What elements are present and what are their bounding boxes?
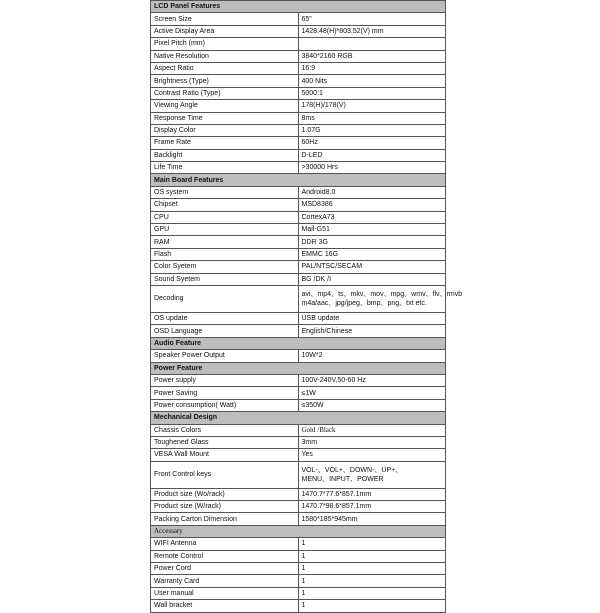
spec-value: 65" [298,13,446,25]
spec-label: Response Time [151,112,299,124]
spec-label: OSD Language [151,325,299,337]
spec-value-line: VOL-、VOL+、DOWN-、UP+、 [301,466,403,474]
spec-value: ≤350W [298,399,446,411]
spec-label: Power supply [151,374,299,386]
spec-value: 60Hz [298,137,446,149]
spec-label: Viewing Angle [151,100,299,112]
spec-label: OS update [151,312,299,324]
spec-label: WIFI Antenna [151,538,299,550]
spec-row [151,124,446,136]
spec-value: English/Chinese [298,325,446,337]
spec-label: Power Saving [151,387,299,399]
spec-value: EMMC 16G [298,248,446,260]
spec-label: Sound Syetem [151,273,299,285]
spec-row [151,600,446,612]
spec-label: Flash [151,248,299,260]
spec-row [151,312,446,324]
spec-label: Product size (W/rack) [151,501,299,513]
spec-row [151,436,446,448]
spec-row [151,149,446,161]
spec-row [151,87,446,99]
spec-label: Display Color [151,124,299,136]
spec-label: RAM [151,236,299,248]
spec-value: 1 [298,538,446,550]
spec-label: Power Cord [151,563,299,575]
section-title: Main Board Features [151,174,446,186]
spec-value: 10W*2 [298,350,446,362]
spec-label: Warranty Card [151,575,299,587]
spec-row [151,350,446,362]
spec-value: 100V-240V,50-60 Hz [298,374,446,386]
spec-value: 1 [298,587,446,599]
spec-row [151,186,446,198]
spec-label: Frame Rate [151,137,299,149]
spec-row [151,563,446,575]
spec-label: Screen Size [151,13,299,25]
section-header [151,1,446,13]
spec-row [151,199,446,211]
spec-label: User manual [151,587,299,599]
spec-row [151,513,446,525]
spec-value: MSD8386 [298,199,446,211]
spec-value: D-LED [298,149,446,161]
section-title: Power Feature [151,362,446,374]
spec-value: 1 [298,550,446,562]
spec-label: Active Display Area [151,25,299,37]
spec-label: Contrast Ratio (Type) [151,87,299,99]
spec-value: ≤1W [298,387,446,399]
spec-row [151,13,446,25]
spec-label: Color Syetem [151,261,299,273]
spec-row [151,25,446,37]
spec-label: Decoding [151,285,299,312]
spec-row [151,50,446,62]
section-header [151,525,446,537]
spec-row [151,488,446,500]
spec-label: Power consumption( Watt) [151,399,299,411]
spec-value: 1.07G [298,124,446,136]
spec-row [151,248,446,260]
spec-label: Remote Control [151,550,299,562]
section-title: Accessary [151,525,446,537]
spec-value [298,285,463,312]
spec-label: Native Resolution [151,50,299,62]
spec-value: 400 Nits [298,75,446,87]
spec-value-line: m4a/aac、jpg/jpeg、bmp、png、txt etc. [301,299,427,307]
spec-label: Speaker Power Output [151,350,299,362]
spec-row [151,550,446,562]
spec-table-body [151,1,463,613]
spec-value: BG /DK /I [298,273,446,285]
spec-label: Brightness (Type) [151,75,299,87]
spec-row [151,399,446,411]
spec-value: Yes [298,449,446,461]
spec-label: OS system [151,186,299,198]
spec-label: CPU [151,211,299,223]
spec-value: 3mm [298,436,446,448]
section-header [151,362,446,374]
section-header [151,412,446,424]
spec-label: Front Control keys [151,461,299,488]
spec-value-line: avi、mp4、ts、mkv、mov、mpg、wmv、flv、rmvb [301,290,463,298]
spec-label: Toughened Glass [151,436,299,448]
spec-value: 1428.48(H)*803.52(V) mm [298,25,446,37]
spec-row [151,162,446,174]
spec-label: Pixel Pitch (mm) [151,38,299,50]
spec-value: 5000:1 [298,87,446,99]
spec-label: Backlight [151,149,299,161]
spec-value: 178(H)/178(V) [298,100,446,112]
spec-value: 1470.7*98.6*857.1mm [298,501,446,513]
spec-value: 16:9 [298,62,446,74]
spec-value [298,461,446,488]
spec-row [151,211,446,223]
section-title: LCD Panel Features [151,1,446,13]
spec-row [151,374,446,386]
spec-row [151,236,446,248]
spec-row [151,387,446,399]
spec-row [151,38,446,50]
spec-row [151,424,446,436]
spec-value: 1580*185*945mm [298,513,446,525]
spec-value: 3840*2160 RGB [298,50,446,62]
spec-value: 1 [298,575,446,587]
spec-row [151,325,446,337]
spec-row [151,538,446,550]
spec-value: DDR 3G [298,236,446,248]
spec-value: PAL/NTSC/SECAM [298,261,446,273]
spec-label: Product size (Wo/rack) [151,488,299,500]
spec-value: Mail-G51 [298,224,446,236]
section-header [151,174,446,186]
spec-value: Gold /Black [298,424,446,436]
spec-value [298,38,446,50]
spec-row [151,575,446,587]
spec-label: Wall bracket [151,600,299,612]
spec-value: 1470.7*77.6*857.1mm [298,488,446,500]
section-header [151,337,446,349]
spec-value: 8ms [298,112,446,124]
spec-row [151,62,446,74]
spec-row [151,112,446,124]
spec-value: 1 [298,600,446,612]
spec-row [151,100,446,112]
spec-value: >30000 Hrs [298,162,446,174]
spec-value: CortexA73 [298,211,446,223]
spec-row [151,137,446,149]
spec-row [151,501,446,513]
section-title: Mechanical Design [151,412,446,424]
spec-label: Life Time [151,162,299,174]
spec-value: 1 [298,563,446,575]
spec-row [151,449,446,461]
spec-row [151,587,446,599]
spec-row [151,75,446,87]
spec-label: VESA Wall Mount [151,449,299,461]
spec-label: Aspect Ratio [151,62,299,74]
spec-label: Chipset [151,199,299,211]
spec-row [151,261,446,273]
spec-row [151,285,446,312]
spec-table [150,0,463,613]
spec-value: USB update [298,312,446,324]
spec-row [151,273,446,285]
spec-value: Android8.0 [298,186,446,198]
spec-row [151,461,446,488]
section-title: Audio Feature [151,337,446,349]
spec-value-line: MENU、INPUT、POWER [301,475,384,483]
spec-row [151,224,446,236]
spec-label: Chassis Colors [151,424,299,436]
spec-label: Packing Carton Dimension [151,513,299,525]
spec-label: GPU [151,224,299,236]
